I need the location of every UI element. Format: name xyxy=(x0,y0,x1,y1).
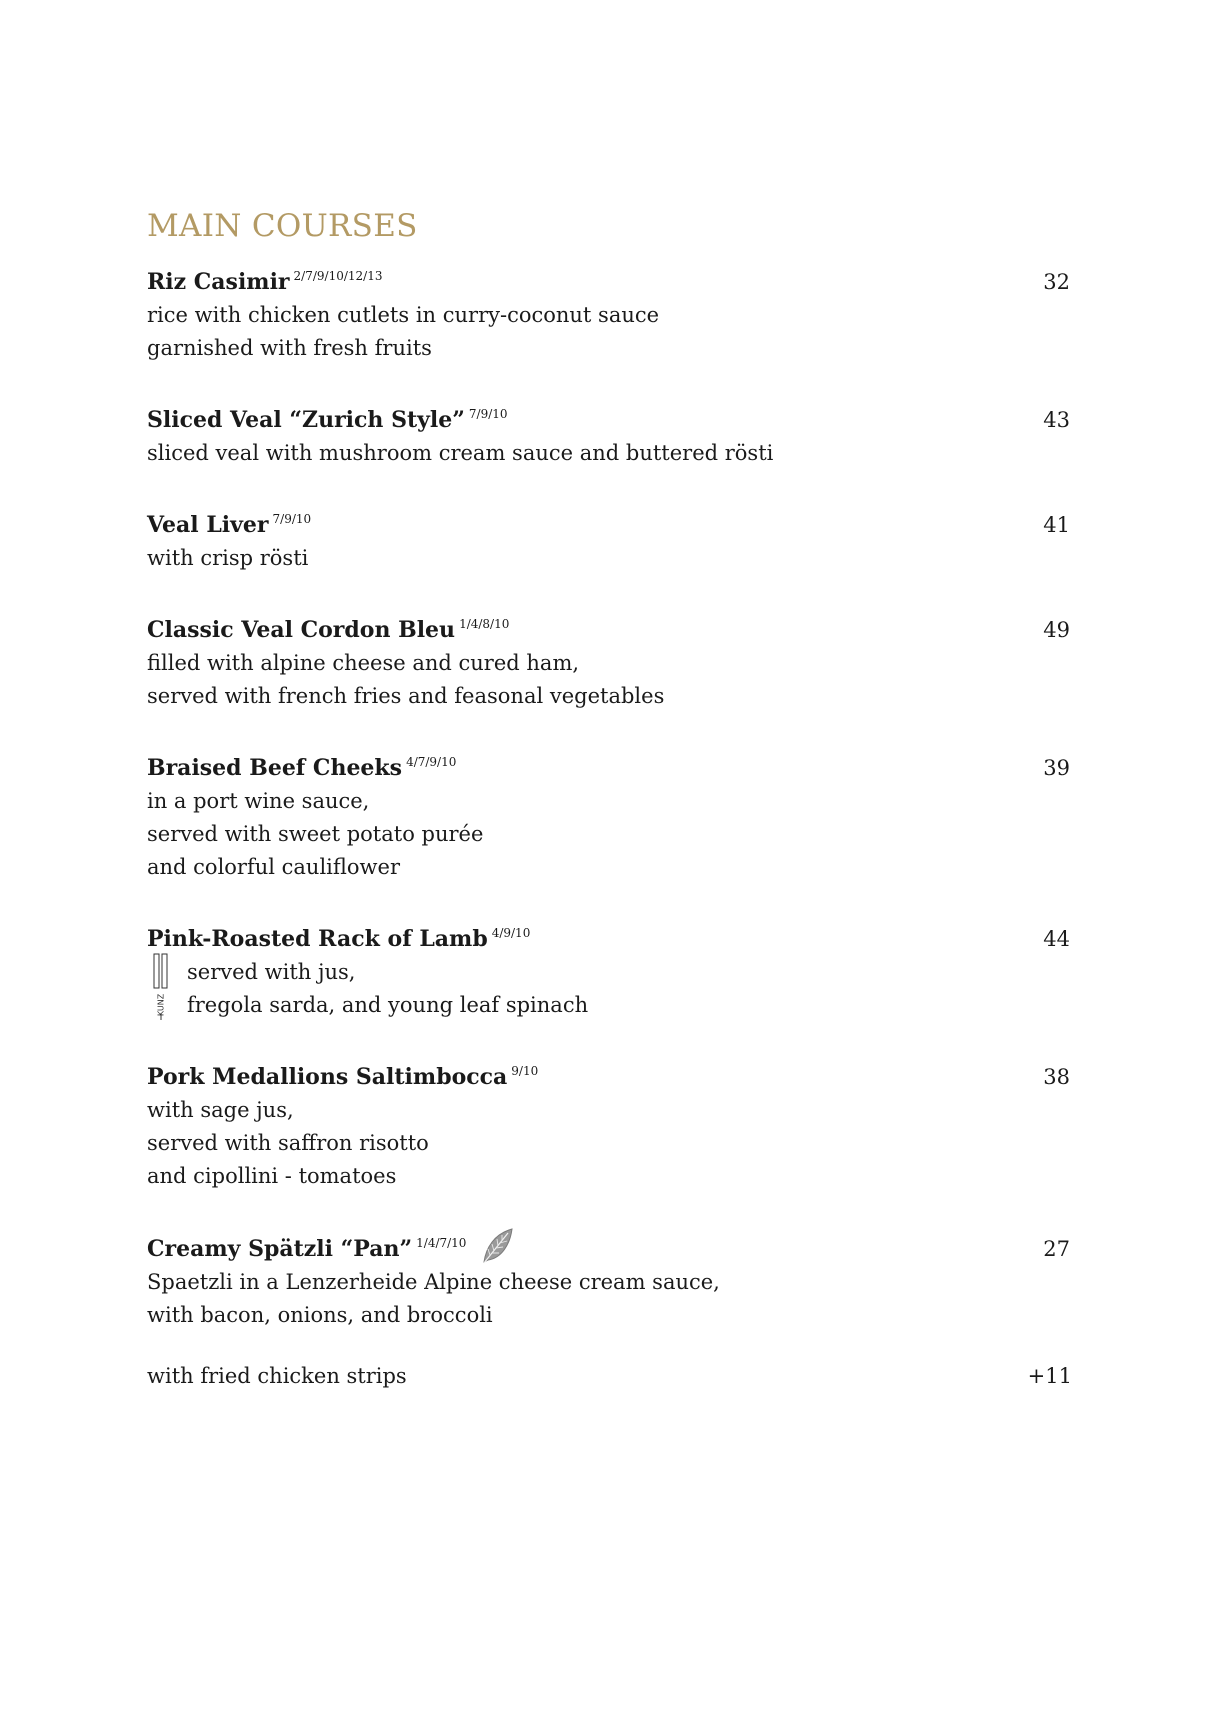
item-description xyxy=(147,542,1072,575)
allergen-codes: 7/9/10 xyxy=(272,512,312,526)
menu-item-spaetzli xyxy=(147,1226,1072,1332)
menu-item-rack-of-lamb xyxy=(147,917,1072,1022)
extra-label: with fried chicken strips xyxy=(147,1364,407,1388)
item-price: 38 xyxy=(1043,1065,1070,1089)
menu-item-riz-casimir xyxy=(147,260,1072,365)
item-description xyxy=(147,785,1072,884)
description-line: rice with chicken cutlets in curry-coconut sauce xyxy=(147,303,660,327)
allergen-codes: 4/7/9/10 xyxy=(406,755,457,769)
description-line: served with french fries and feasonal vegetables xyxy=(147,684,665,708)
description-line: served with jus, xyxy=(187,960,356,984)
item-price: 49 xyxy=(1043,618,1070,642)
allergen-codes: 2/7/9/10/12/13 xyxy=(293,269,383,283)
description-line: fregola sarda, and young leaf spinach xyxy=(187,993,589,1017)
item-price: 43 xyxy=(1043,408,1070,432)
extra-price: +11 xyxy=(1027,1364,1072,1388)
menu-item-cordon-bleu xyxy=(147,608,1072,713)
description-line: in a port wine sauce, xyxy=(147,789,370,813)
item-description xyxy=(147,956,1072,1022)
description-line: served with saffron risotto xyxy=(147,1131,429,1155)
description-line: with crisp rösti xyxy=(147,546,309,570)
allergen-codes: 7/9/10 xyxy=(468,407,508,421)
leaf-icon xyxy=(480,1226,516,1266)
allergen-codes: 1/4/8/10 xyxy=(459,617,510,631)
item-price: 32 xyxy=(1043,270,1070,294)
description-line: and colorful cauliflower xyxy=(147,855,400,879)
menu-item-sliced-veal xyxy=(147,398,1072,470)
description-line: and cipollini - tomatoes xyxy=(147,1164,397,1188)
item-name: Braised Beef Cheeks xyxy=(147,755,403,781)
menu-item-saltimbocca xyxy=(147,1055,1072,1193)
item-name: Classic Veal Cordon Bleu xyxy=(147,617,456,643)
item-name: Riz Casimir xyxy=(147,269,290,295)
item-price: 44 xyxy=(1043,927,1070,951)
allergen-codes: 4/9/10 xyxy=(491,926,531,940)
allergen-codes: 1/4/7/10 xyxy=(416,1236,467,1250)
item-description xyxy=(147,1266,1072,1332)
menu-item-beef-cheeks xyxy=(147,746,1072,884)
description-line: with sage jus, xyxy=(147,1098,294,1122)
allergen-codes: 9/10 xyxy=(511,1064,539,1078)
item-name: Pink-Roasted Rack of Lamb xyxy=(147,926,488,952)
description-line: sliced veal with mushroom cream sauce and buttered rösti xyxy=(147,441,774,465)
item-description xyxy=(147,647,1072,713)
item-description xyxy=(147,299,1072,365)
item-name: Creamy Spätzli “Pan” xyxy=(147,1236,413,1262)
description-line: Spaetzli in a Lenzerheide Alpine cheese cream sauce, xyxy=(147,1270,720,1294)
section-title: MAIN COURSES xyxy=(147,208,418,244)
item-price: 41 xyxy=(1043,513,1070,537)
description-line: with bacon, onions, and broccoli xyxy=(147,1303,493,1327)
item-name: Pork Medallions Saltimbocca xyxy=(147,1064,508,1090)
item-description xyxy=(147,437,1072,470)
description-line: filled with alpine cheese and cured ham, xyxy=(147,651,580,675)
menu-extra-chicken-strips xyxy=(147,1360,1072,1393)
item-price: 27 xyxy=(1043,1237,1070,1261)
item-price: 39 xyxy=(1043,756,1070,780)
kunz-logo xyxy=(153,953,169,1021)
menu-item-veal-liver xyxy=(147,503,1072,575)
description-line: served with sweet potato purée xyxy=(147,822,484,846)
description-line: garnished with fresh fruits xyxy=(147,336,432,360)
item-description xyxy=(147,1094,1072,1193)
item-name: Veal Liver xyxy=(147,512,269,538)
svg-text:KUNZ: KUNZ xyxy=(156,993,166,1017)
menu-page xyxy=(147,206,1072,1393)
item-name: Sliced Veal “Zurich Style” xyxy=(147,407,465,433)
